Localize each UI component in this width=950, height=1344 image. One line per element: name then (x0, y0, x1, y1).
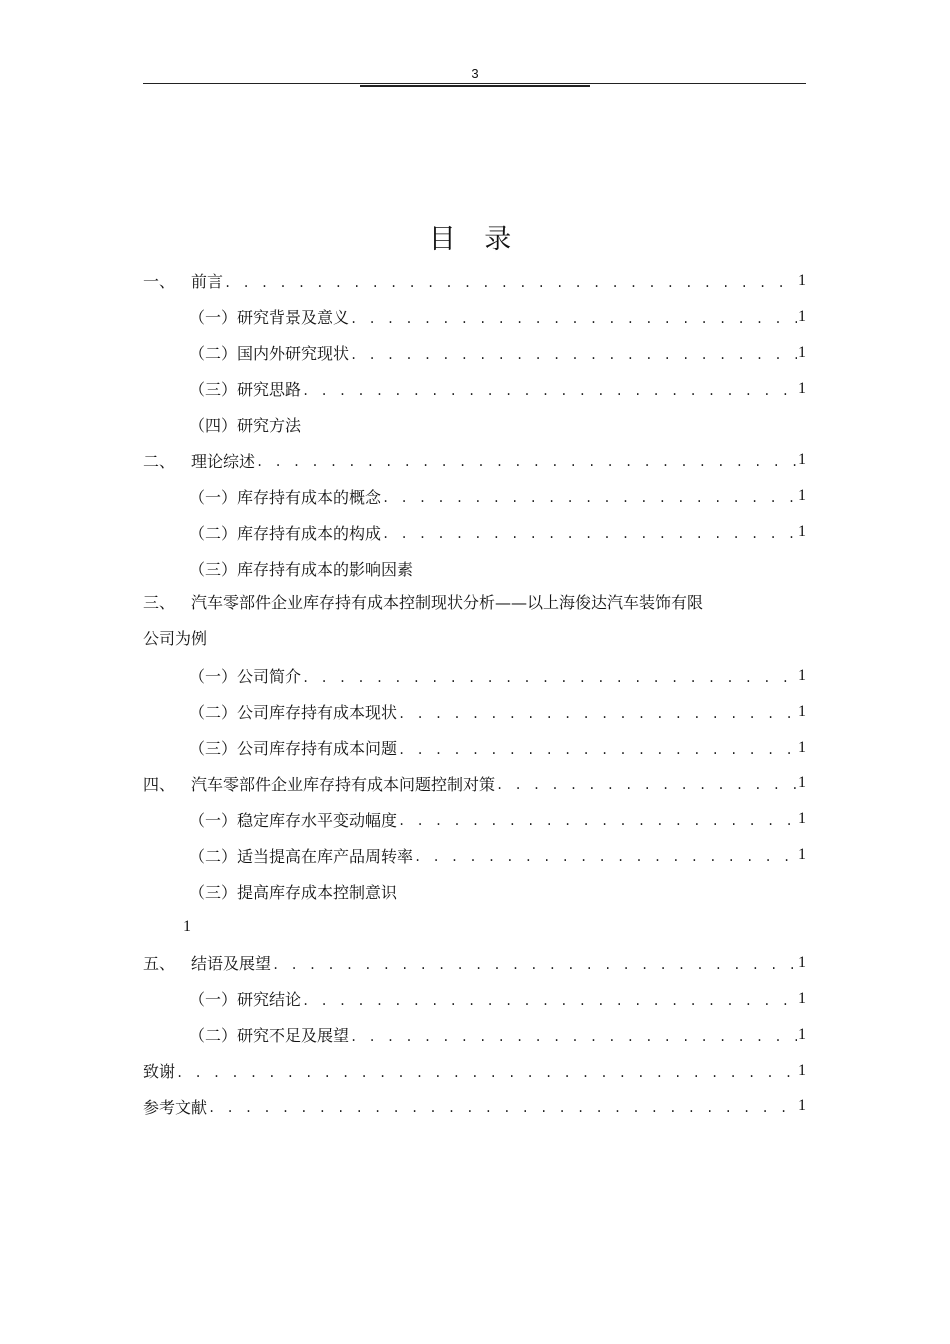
toc-entry-text: （三）公司库存持有成本问题 (189, 739, 398, 759)
toc-entry-1-1[interactable] (143, 299, 806, 335)
toc-entry-text: （二）研究不足及展望 (189, 1026, 350, 1046)
toc-entry-3[interactable] (143, 586, 806, 617)
toc-entry-text: 结语及展望 (191, 954, 272, 974)
toc-entry-text: （三）提高库存成本控制意识 (189, 882, 398, 902)
toc-entry-3-2[interactable] (143, 694, 806, 730)
toc-entry-page: 1 (798, 738, 806, 756)
toc-leader (272, 958, 797, 972)
toc-entry-5-1[interactable] (143, 981, 806, 1017)
toc-entry-page: 1 (798, 702, 806, 720)
toc-entry-2-3[interactable] (143, 550, 806, 586)
toc-entry-2-2[interactable] (143, 514, 806, 550)
toc-entry-number: 五、 (143, 954, 176, 974)
toc-entry-4-1[interactable] (143, 801, 806, 837)
toc-entry-1[interactable] (143, 263, 806, 299)
toc-entry-number: 二、 (143, 451, 176, 471)
toc-entry-text: （一）稳定库存水平变动幅度 (189, 810, 398, 830)
toc-entry-text: （一）库存持有成本的概念 (189, 487, 382, 507)
header-rule (143, 83, 806, 84)
toc-entry-acknowledgements[interactable] (143, 1053, 806, 1089)
toc-entry-page: 1 (798, 343, 806, 361)
toc-entry-page: 1 (798, 1025, 806, 1043)
toc-leader (302, 384, 797, 398)
toc-entry-4-3-page (143, 909, 806, 945)
toc-entry-2[interactable] (143, 442, 806, 478)
header-page-number: 3 (471, 66, 479, 81)
toc-entry-page: 1 (798, 379, 806, 397)
toc-leader (398, 707, 797, 721)
toc-entry-text: （一）研究背景及意义 (189, 308, 350, 328)
toc-entry-4-3[interactable] (143, 873, 806, 909)
toc-entry-text: 致谢 (143, 1062, 176, 1082)
toc-entry-text-continued: 公司为例 (143, 628, 208, 648)
toc-leader (398, 814, 797, 828)
toc-entry-page: 1 (798, 451, 806, 469)
toc-entry-2-1[interactable] (143, 478, 806, 514)
toc-entry-text: （一）研究结论 (189, 990, 302, 1010)
toc-entry-page: 1 (798, 846, 806, 864)
toc-leader (302, 671, 797, 685)
toc-leader (176, 1066, 797, 1080)
toc-entry-text: 前言 (191, 272, 224, 292)
toc-entry-text: 理论综述 (191, 451, 256, 471)
toc-entry-page: 1 (798, 989, 806, 1007)
toc-leader (350, 1030, 797, 1044)
toc-entry-page: 1 (798, 810, 806, 828)
toc-entry-3-3[interactable] (143, 730, 806, 766)
toc-leader (302, 994, 797, 1008)
toc-entry-text: 参考文献 (143, 1097, 208, 1117)
toc-entry-page: 1 (798, 1097, 806, 1115)
toc-entry-number: 四、 (143, 774, 176, 794)
toc-entry-3-1[interactable] (143, 658, 806, 694)
toc-leader (398, 743, 797, 757)
toc-leader (496, 778, 797, 792)
toc-entry-page: 1 (183, 917, 191, 935)
toc-entry-5-2[interactable] (143, 1017, 806, 1053)
toc-leader (350, 312, 797, 326)
toc-entry-page: 1 (798, 307, 806, 325)
toc-leader (350, 348, 797, 362)
toc-entry-page: 1 (798, 774, 806, 792)
toc-entry-text: （一）公司简介 (189, 667, 302, 687)
toc-entry-text: （二）公司库存持有成本现状 (189, 703, 398, 723)
toc-entry-text: （三）研究思路 (189, 380, 302, 400)
table-of-contents (143, 263, 806, 1124)
toc-entry-text: 汽车零部件企业库存持有成本控制现状分析——以上海俊达汽车装饰有限 (191, 593, 704, 613)
toc-entry-references[interactable] (143, 1089, 806, 1125)
toc-entry-number: 一、 (143, 272, 176, 292)
toc-leader (382, 491, 797, 505)
toc-entry-4-2[interactable] (143, 837, 806, 873)
toc-entry-text: （二）适当提高在库产品周转率 (189, 846, 414, 866)
toc-entry-text: （二）国内外研究现状 (189, 344, 350, 364)
toc-entry-page: 1 (798, 523, 806, 541)
toc-leader (208, 1101, 797, 1115)
toc-entry-text: （二）库存持有成本的构成 (189, 523, 382, 543)
toc-title: 目 录 (428, 224, 522, 255)
toc-leader (224, 276, 797, 290)
toc-entry-1-4[interactable] (143, 407, 806, 443)
toc-leader (414, 850, 797, 864)
toc-entry-4[interactable] (143, 765, 806, 801)
toc-entry-page: 1 (798, 487, 806, 505)
toc-entry-page: 1 (798, 953, 806, 971)
toc-entry-page: 1 (798, 666, 806, 684)
toc-entry-page: 1 (798, 1061, 806, 1079)
toc-entry-text: 汽车零部件企业库存持有成本问题控制对策 (191, 774, 496, 794)
toc-entry-3-continued[interactable] (143, 617, 806, 658)
toc-entry-5[interactable] (143, 945, 806, 981)
toc-leader (256, 455, 797, 469)
toc-entry-text: （三）库存持有成本的影响因素 (189, 559, 414, 579)
toc-entry-1-2[interactable] (143, 335, 806, 371)
toc-entry-page: 1 (798, 271, 806, 289)
toc-entry-text: （四）研究方法 (189, 416, 302, 435)
toc-entry-1-3[interactable] (143, 371, 806, 407)
toc-entry-number: 三、 (143, 593, 176, 613)
toc-leader (382, 527, 797, 541)
header-rule-thick (360, 85, 590, 87)
